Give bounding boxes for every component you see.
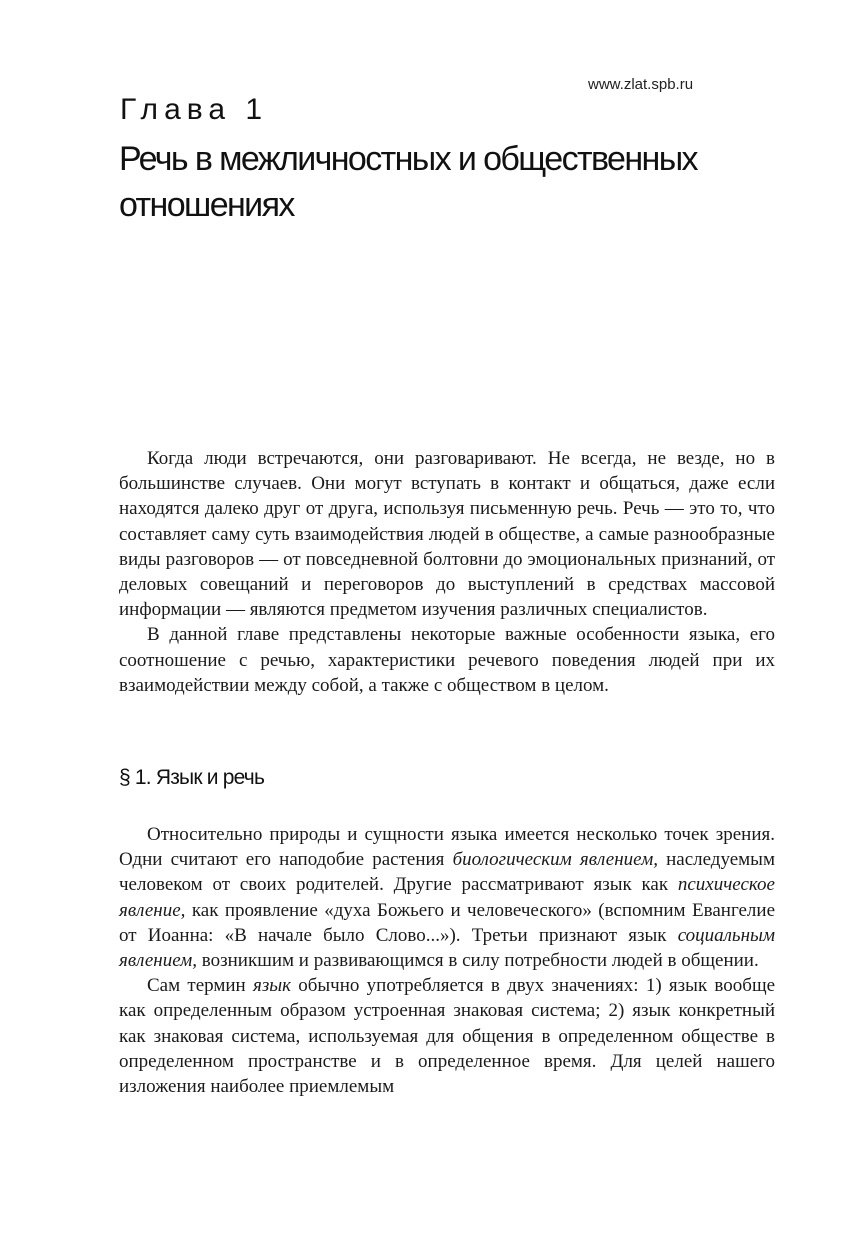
- intro-paragraph-2: В данной главе представлены некоторые важные особенности языка, его соотношение с речью, характеристики речевого поведения людей при их взаимодействии между собой, а также с обществом в целом.: [119, 624, 775, 696]
- italic-term: биологическим явлением,: [452, 849, 658, 871]
- section-text: [119, 822, 775, 1099]
- site-url: www.zlat.spb.ru: [588, 76, 694, 93]
- text-run: обычно употребляется в двух значениях: 1) язык вообще как определенным образом устроенная знаковая система; 2) язык конкретный как знаковая система, используемая для общения в определенном обществе в определенном пространстве и в определенное время. Для целей нашего изложения наиболее приемлемым: [119, 975, 776, 1098]
- text-run: как проявление «духа Божьего и человеческого» (вспомним Евангелие от Иоанна: «В начале было Слово...»). Третьи признают язык: [119, 899, 775, 946]
- section-paragraph-1: [119, 822, 775, 973]
- chapter-label: Глава 1: [120, 93, 269, 126]
- italic-term: социальным явлением,: [119, 924, 775, 972]
- text-run: наследуемым человеком от своих родителей. Другие рассматривают язык как: [119, 849, 775, 896]
- italic-term: психическое явление,: [119, 874, 775, 921]
- text-run: Относительно природы и сущности языка имеется несколько точек зрения. Одни считают его наподобие растения: [119, 824, 775, 871]
- section-paragraph-2: [119, 973, 775, 1099]
- text-run: Сам термин: [147, 975, 253, 997]
- chapter-title: Речь в межличностных и общественных отношениях: [119, 140, 697, 224]
- italic-term: язык: [252, 975, 291, 997]
- text-run: возникшим и развивающимся в силу потребности людей в общении.: [197, 950, 759, 972]
- section-heading: § 1. Язык и речь: [119, 766, 265, 789]
- intro-text: [119, 446, 775, 698]
- intro-paragraph-1: Когда люди встречаются, они разговаривают. Не всегда, не везде, но в большинстве случаев. Они могут вступать в контакт и общаться, даже если находятся далеко друг от друга, используя письменную речь. Речь — это то, что составляет саму суть взаимодействия людей в обществе, а самые разнообразные виды разговоров — от повседневной болтовни до эмоциональных признаний, от деловых совещаний и переговоров до выступлений в средствах массовой информации — являются предметом изучения различных специалистов.: [119, 448, 775, 621]
